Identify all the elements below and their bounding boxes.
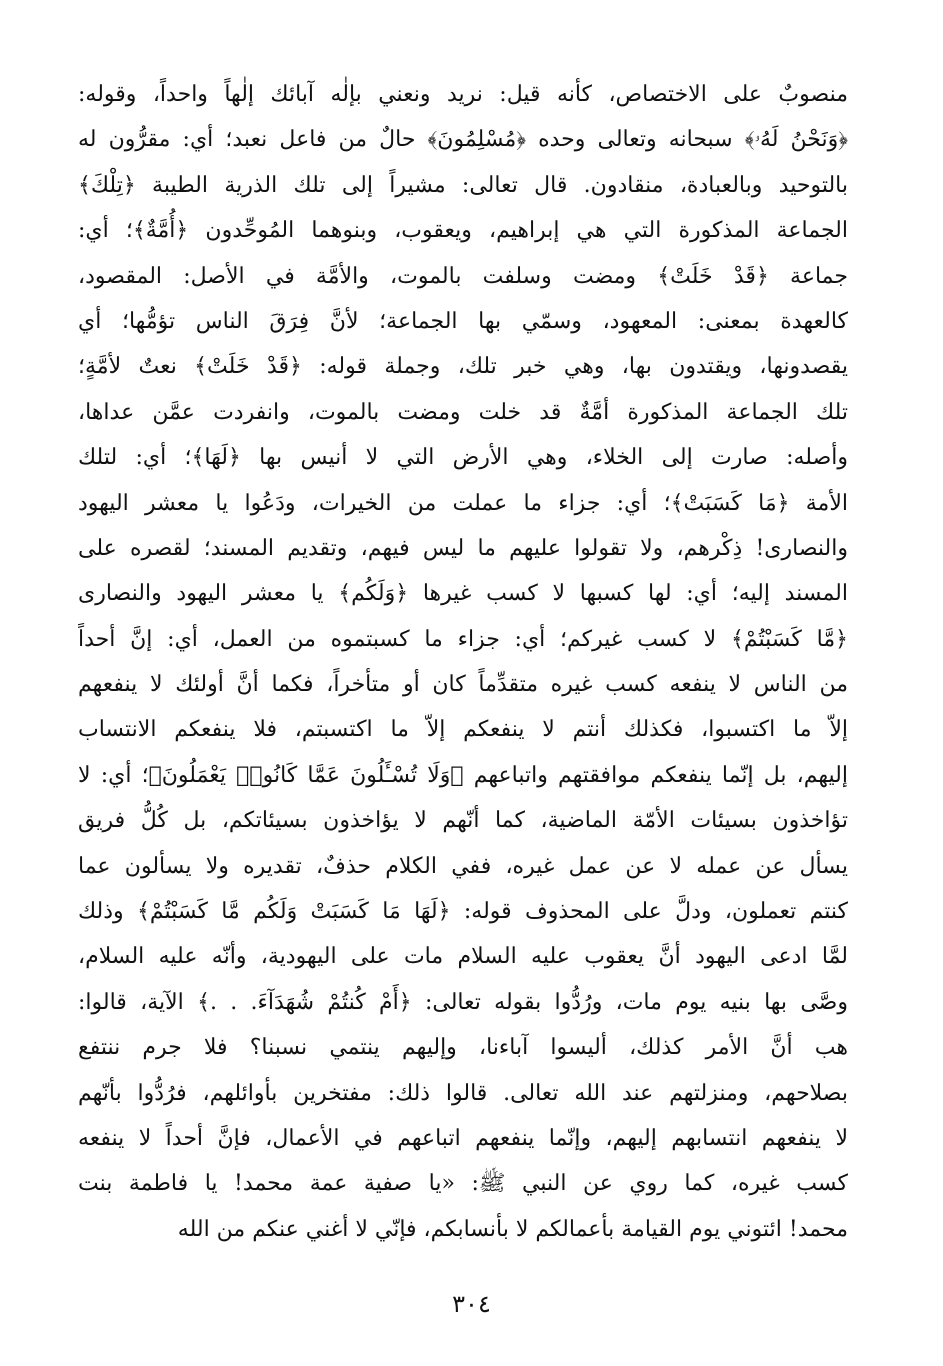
text-line: ﴿مَّا كَسَبْتُمْ﴾ لا كسب غيركم؛ أي: جزاء ما كسبتموه من العمل، أي: إنَّ أحداً [78,626,848,652]
text-line: لا ينفعهم انتسابهم إليهم، وإنّما ينفعهم اتباعهم في الأعمال، فإنَّ أحداً لا ينفعه [78,1125,848,1151]
text-line: هب أنَّ الأمر كذلك، أليسوا آباءنا، وإليهم ينتمي نسبنا؟ فلا جرم ننتفع [78,1035,848,1061]
text-line: والنصارى! ذِكْرهم، ولا تقولوا عليهم ما ليس فيهم، وتقديم المسند؛ لقصره على [78,535,848,561]
text-line: المسند إليه؛ أي: لها كسبها لا كسب غيرها ﴿وَلَكُم﴾ يا معشر اليهود والنصارى [78,581,848,607]
text-line: كسب غيره، كما روي عن النبي ﷺ: «يا صفية عمة محمد! يا فاطمة بنت [78,1171,848,1197]
text-line: بالتوحيد وبالعبادة، منقادون. قال تعالى: مشيراً إلى تلك الذرية الطيبة ﴿تِلْكَ﴾ [78,172,848,198]
text-line: تلك الجماعة المذكورة أمَّةٌ قد خلت ومضت بالموت، وانفردت عمَّن عداها، [78,399,848,425]
text-line: كالعهدة بمعنى: المعهود، وسمّي بها الجماعة؛ لأنَّ فِرَقَ الناس تؤمُّها؛ أي [78,308,848,334]
text-line: الأمة ﴿مَا كَسَبَتْ﴾؛ أي: جزاء ما عملت من الخيرات، ودَعُوا يا معشر اليهود [78,490,848,516]
text-line: وأصله: صارت إلى الخلاء، وهي الأرض التي لا أنيس بها ﴿لَهَا﴾؛ أي: لتلك [78,445,848,471]
text-line: يسأل عن عمله لا عن عمل غيره، ففي الكلام حذفٌ، تقديره ولا يسألون عما [78,853,848,879]
text-line: منصوبٌ على الاختصاص، كأنه قيل: نريد ونعني بإلٰه آبائك إلٰهاً واحداً، وقوله: [78,82,848,107]
text-line: يقصدونها، ويقتدون بها، وهي خبر تلك، وجملة قوله: ﴿قَدْ خَلَتْ﴾ نعتٌ لأمَّةٍ؛ [78,354,848,380]
text-line: كنتم تعملون، ودلَّ على المحذوف قوله: ﴿لَهَا مَا كَسَبَتْ وَلَكُم مَّا كَسَبْتُمْ﴾ وذلك [78,899,848,925]
text-line: إلاّ ما اكتسبوا، فكذلك أنتم لا ينفعكم إلاّ ما اكتسبتم، فلا ينفعكم الانتساب [78,717,848,743]
text-line: ﴿وَنَحْنُ لَهُۥ﴾ سبحانه وتعالى وحده ﴿مُسْلِمُونَ﴾ حالٌ من فاعل نعبد؛ أي: مقرُّون له [78,127,848,153]
page-body-text [78,72,848,1252]
text-line: جماعة ﴿قَدْ خَلَتْ﴾ ومضت وسلفت بالموت، والأمَّة في الأصل: المقصود، [78,263,848,289]
text-line: تؤاخذون بسيئات الأمّة الماضية، كما أنّهم لا يؤاخذون بسيئاتكم، بل كُلُّ فريق [78,808,848,834]
text-line: إليهم، بل إنّما ينفعكم موافقتهم واتباعهم ﴿وَلَا تُسْـَٔلُونَ عَمَّا كَانُوا۟ يَعْمَلُونَ﴾؛ أي: لا [78,762,848,788]
text-line: من الناس لا ينفعه كسب غيره متقدِّماً كان أو متأخراً، فكما أنَّ أولئك لا ينفعهم [78,672,848,698]
text-line: لمَّا ادعى اليهود أنَّ يعقوب عليه السلام مات على اليهودية، وأنّه عليه السلام، [78,944,848,970]
text-line: وصَّى بها بنيه يوم مات، ورُدُّوا بقوله تعالى: ﴿أَمْ كُنتُمْ شُهَدَآءَ. . .﴾ الآية، قالوا: [78,989,848,1015]
text-line: بصلاحهم، ومنزلتهم عند الله تعالى. قالوا ذلك: مفتخرين بأوائلهم، فرُدُّوا بأنّهم [78,1080,848,1106]
page-number: ٣٠٤ [452,1290,491,1318]
text-line: محمد! ائتوني يوم القيامة بأعمالكم لا بأنسابكم، فإنّي لا أغني عنكم من الله [177,1216,848,1242]
text-line: الجماعة المذكورة التي هي إبراهيم، ويعقوب، وبنوهما المُوحِّدون ﴿أُمَّةٌ﴾؛ أي: [78,218,848,244]
